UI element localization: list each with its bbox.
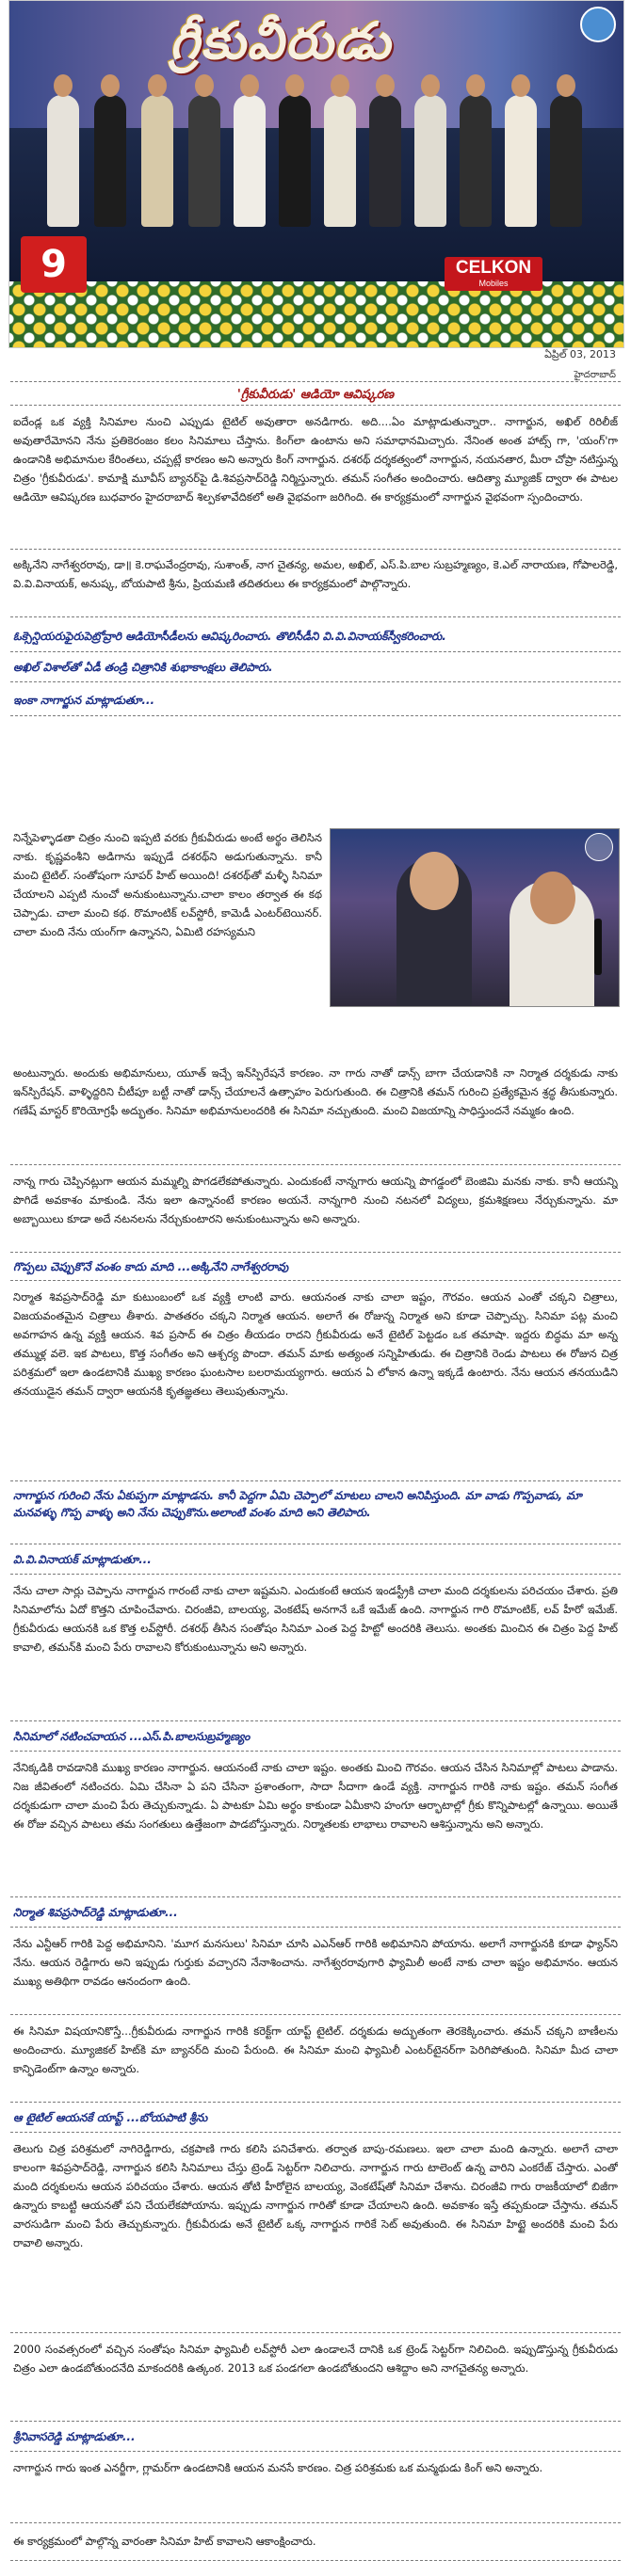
guest-figure	[47, 95, 79, 227]
divider	[10, 1280, 621, 1281]
attendees-paragraph: అక్కినేని నాగేశ్వరరావు, డా॥ కె.రాఘవేంద్రరావు, సుశాంత్, నాగ చైతన్య, అమల, అఖిల్, ఎస్.పి.బాల సుబ్రహ్మణ్యం, కె.ఎల్ నారాయణ, గోపాలరెడ్డి, వి.వి.వినాయక్, అనుష్క, బోయపాటి శ్రీను, ప్రియమణి తదితరులు ఈ కార్యక్రమంలో పాల్గొన్నారు.	[13, 558, 618, 590]
divider	[10, 2451, 621, 2452]
intro-paragraph: ఐదేండ్ల ఒక వ్యక్తి సినిమాల నుంచి ఎప్పుడు టైటిల్ అవుతారా అనడిగారు. అది....ఏం మాట్లాడుతున్నారా.. నాగార్జున, అఖిల్ రిరిలీజ్ అవుతారేమోనని నేను ప్రతికెరంజం కలం సినిమాలు చేస్తాను. కింగ్‌లా ఉంటాను అని సమాధానమిచ్చారు. నేనింత అంత హాట్స్ గా, 'యంగ్'గా ఉండానికి అభిమానుల కేరింతలు, చప్పట్లే కారణం అని అన్నారు కింగ్ నాగార్జున. దశరథ్ దర్శకత్వంలో నాగార్జున, నయనతార, మీరా చోప్రా నటిస్తున్న చిత్రం 'గ్రీకువీరుడు'. కామాక్షి మూవీస్ బ్యానర్‌పై డి.శివప్రసాద్‌రెడ్డి నిర్మిస్తున్నారు. తమన్ సంగీతం అందించారు. ఆదిత్యా మ్యూజిక్ ద్వారా ఈ పాటల ఆడియో ఆవిష్కరణ బుధవారం హైదరాబాద్ శిల్పకళావేదికలో అతి వైభవంగా జరిగింది. ఈ కార్యక్రమంలో నాగార్జున వైభవంగా స్పందించారు.	[13, 415, 618, 504]
anr-speech-1: నిర్మాత శివప్రసాద్‌రెడ్డి మా కుటుంబంలో ఒక వ్యక్తి లాంటి వారు. ఆయనంత నాకు చాలా ఇష్టం, గౌరవం. ఆయన ఎంతో చక్కని చిత్రాలు, విజయవంతమైన చిత్రాలు తీశారు. పాతతరం చక్కని నిర్మాత ఆయన. అలాగే ఈ రోజున్న నిర్మాత అని కూడా చెప్పొచ్చు. సినిమా పట్ల మంచి అవగాహన ఉన్న వ్యక్తి ఆయన. శివ ప్రసాద్ ఈ చిత్రం తీయడం రాదని గ్రీకువీరుడు అనే టైటిల్ పెట్టడం ఒక తమాషా. ఇద్దరు బిద్ధమ మా అన్న తమ్ముళ్ల వలె. ఇక పాటలు, కొత్త సంగీతం అని ఆశ్చర్య పొందా. తమన్ మాకు అత్యంత సన్నిహితుడు. ఈ చిత్రానికి రెండు పాటలు ఈ రోజున చిత్ర పరిశ్రమలో ఇలా ఉండటానికి ముఖ్య కారణం ఘంటసాల బలరామయ్యగారు. ఆయన ఏ లోకాన ఉన్నా ఇక్కడే ఉంటారు. నేను ఆయన తనయుడిని తనయుడైన తమన్ ద్వారా ఆయనకి కృతజ్ఞతలు తెలుపుతున్నాను.	[13, 1290, 618, 1398]
divider	[10, 2132, 621, 2133]
channel-logo: 9	[21, 236, 87, 293]
section-heading-nagarjuna: ఇంకా నాగార్జున మాట్లాడుతూ...	[13, 694, 155, 707]
divider	[10, 1927, 621, 1928]
divider	[10, 2102, 621, 2103]
wishes-line: అఖిల్ విశాల్‌తో ఏడీ తండ్రి చిత్రానికి శుభాకాంక్షలు తెలిపారు.	[13, 661, 273, 674]
divider	[10, 1751, 621, 1752]
sponsor-sub: Mobiles	[478, 279, 509, 288]
divider	[10, 2560, 621, 2561]
guest-figure	[141, 95, 173, 227]
guest-figure	[324, 95, 356, 227]
divider	[10, 681, 621, 682]
sponsor-banner	[445, 257, 542, 291]
divider	[10, 651, 621, 652]
divider	[10, 549, 621, 550]
guest-figure	[414, 95, 446, 227]
guest-figure	[234, 95, 266, 227]
microphone-icon	[594, 919, 602, 975]
nagarjuna-speech-3: నాన్న గారు చెప్పినట్లుగా ఆయన మమ్మల్ని పొగడలేకపోతున్నారు. ఎందుకంటే నాన్నగారు ఆయన్ని పొగడ్డంలో బెంజిమి మనకు నాకు. కానీ ఆయన్ని పొగిడే అవకాశం మాకుండి. నేను ఇలా ఉన్నానంటే కారణం అయనే. నాన్నగారి నుంచి నటనలో విద్యలు, క్రమశిక్షణలు నేర్చుకున్నాను. మా అబ్బాయిలు కూడా అదే నటనలను నేర్చుకుంటారని అనుకుంటున్నాను అని అన్నారు.	[13, 1175, 618, 1225]
divider	[10, 715, 621, 716]
producer-speech-1: నేను ఎన్టీఆర్ గారికి పెద్ద అభిమానిని. 'మూగ మనసులు' సినిమా చూసి ఎఎన్ఆర్ గారికి అభిమానిని పోయాను. అలాగే నాగార్జునకి కూడా ఫ్యాన్‌ని నేను. ఆయన రెడ్డిగారు అని ఇప్పుడు గుర్తుకు వచ్చారని నేనాశించాను. నాగేశ్వరరావుగారి ఫ్యామిలీ అంటే నాకు చాలా ఇష్టం అభిమానం. ఆయన ముఖ్య అతిథిగా రావడం ఆనందంగా ఉంది.	[13, 1937, 618, 1988]
divider	[10, 405, 621, 406]
guest-figure	[369, 95, 401, 227]
divider	[10, 1896, 621, 1897]
flower-decoration	[9, 281, 623, 347]
nagarjuna-figure	[396, 857, 472, 1007]
divider	[10, 1252, 621, 1253]
divider	[10, 381, 621, 382]
chaitanya-speech: 2000 సంవత్సరంలో వచ్చిన సంతోషం సినిమా ఫ్యామిలీ లవ్‌స్టోరీ ఎలా ఉండాలనే దానికి ఒక ట్రెండ్ సెట్టర్‌గా నిలిచింది. ఇప్పుడొస్తున్న గ్రీకువీరుడు చిత్రం ఎలా ఉండబోతుందనేది మాకందరికి ఉత్కంఠ. 2013 ఒక పండగలా ఉండబోతుందని ఆశిద్దాం అని నాగచైతన్య అన్నారు.	[13, 2343, 618, 2375]
article-date: ఏప్రిల్ 03, 2013	[544, 348, 616, 360]
section-heading-spb: సినిమాలో నటించవాయన ...ఎస్.పి.బాలసుబ్రహ్మణ్యం	[13, 1730, 251, 1743]
section-heading-producer: నిర్మాత శివప్రసాద్‌రెడ్డి మాట్లాడుతూ...	[13, 1906, 178, 1919]
event-photo	[8, 0, 624, 348]
producer-speech-2: ఈ సినిమా విషయానికొస్తే...గ్రీకువీరుడు నాగార్జున గారికి కరెక్ట్‌గా యాప్ట్ టైటిల్. దర్శకుడు అద్భుతంగా తెరకెక్కించారు. తమన్ చక్కని బాణీలను అందించారు. మ్యూజికల్ హిట్‌కి మా బ్యానర్‌ది మంచి పేరుంది. ఈ సినిమా మంచి ఫ్యామిలీ ఎంటర్‌టైనర్‌గా పెరిగిపోతుంది. సినిమా మీద చాలా కాన్ఫిడెంట్‌గా ఉన్నాం అన్నారు.	[13, 2024, 618, 2075]
dateline	[428, 348, 616, 382]
divider	[10, 1720, 621, 1721]
nagarjuna-speech-2: అంటున్నారు. అందుకు అభిమానులు, యూత్ ఇచ్చే ఇన్‌స్పిరేషనే కారణం. నా గారు నాతో డాన్స్ బాగా చేయడానికి నా నిర్మాత దర్శకుడు నాకు ఇన్‌స్పిరేషన్. వాళ్ళిద్దరిని చీటీపూ బట్టీ నాతో డాన్స్ చేయాలనే ఉత్సాహం పెరుగుతుంది. ఈ చిత్రానికి తమన్ గురించి ప్రత్యేకమైన శ్రద్ధ తీసుకున్నారు. గణేష్ మాస్టర్ కొరియోగ్రఫీ అద్భుతం. సినిమా అభిమానులందరికి ఈ సినిమా నచ్చుతుంది. మంచి విజయాన్ని సాధిస్తుందనే నమ్మకం ఉంది.	[13, 1066, 618, 1117]
divider	[10, 1480, 621, 1481]
anr-speech-2: నాగార్జున గురించి నేను ఏకుప్పగా మాట్లాడను. కానీ పెద్దగా ఏమి చెప్పాలో మాటలు చాలని అనిపిస్తుంది. మా వాడు గొప్పవాడు, మా మనవళ్ళు గొప్ప వాళ్ళు అని నేను చెప్పుకొను.అలాంటి వంశం మాది అని తెలిపారు.	[13, 1489, 582, 1519]
nagarjuna-speech-1: నిన్నేపెళ్ళాడతా చిత్రం నుంచి ఇప్పటి వరకు గ్రీకువీరుడు అంటే అర్థం తెలిసిన నాకు. కృష్ణవంశీని అడిగాను ఇప్పుడే దశరథ్‌ని అడుగుతున్నాను. కానీ మంచి టైటిల్. సంతోషంగా సూపర్ హిట్ అయింది! దశరథ్‌తో మళ్ళీ సినిమా చేయాలని ఎప్పటి నుంచో అనుకుంటున్నాను.చాలా కాలం తర్వాత ఈ కథ చెప్పాడు. చాలా మంచి కథ. రొమాంటిక్ లవ్‌స్టోరీ, కామెడీ ఎంటర్‌టెయినర్. చాలా మంది నేను యంగ్‌గా ఉన్నానని, ఏమిటి రహస్యమని	[13, 831, 322, 938]
section-heading-boyapati: ఆ టైటిల్ ఆయనకే యాప్ట్ ...బోయపాటి శ్రీను	[13, 2111, 208, 2124]
srinivasareddy-speech: నాగార్జున గారు ఇంత ఎనర్జీగా, గ్లామర్‌గా ఉండటానికి ఆయన మనసే కారణం. చిత్ర పరిశ్రమకు ఒక మన్మథుడు కింగ్ అని అన్నారు.	[13, 2461, 543, 2474]
article-title: 'గ్రీకువీరుడు' ఆడియో ఆవిష్కరణ	[236, 388, 395, 402]
movie-title-art: గ్రీకువీరుడు	[170, 10, 393, 71]
closing-line: ఈ కార్యక్రమంలో పాల్గొన్న వారంతా సినిమా హిట్ కావాలని ఆకాంక్షించారు.	[13, 2535, 316, 2548]
divider	[10, 2522, 621, 2523]
guest-figure	[94, 95, 126, 227]
guest-figure	[510, 881, 594, 1007]
divider	[10, 1164, 621, 1165]
watermark-icon	[585, 833, 613, 861]
divider	[10, 2332, 621, 2333]
spb-speech: నేనిక్కడికి రావడానికి ముఖ్య కారణం నాగార్జున. ఆయనంటే నాకు చాలా ఇష్టం. అంతకు మించి గౌరవం. ఆయన చేసిన సినిమాల్లో పాటలు పాడాను. నిజ జీవితంలో నటించరు. ఏమి చేసినా ఏ పని చేసినా ప్రశాంతంగా, సాదా సీదాగా ఉండే వ్యక్తి. నాగార్జున గారికి నాకు ఇష్టం. తమన్ సంగీత దర్శకుడుగా చాలా మంచి పేరు తెచ్చుకున్నాడు. ఏ పాటకూ ఏమి అర్థం కాకుండా ఏమీకాని హంగూ ఆర్భాటాల్లో గ్రీకు కొన్నిపాటల్లో ఉన్నాయి. అయితే ఈ రోజు వచ్చిన పాటలు తమ సంగతులు ఉత్తేజంగా పాడబోస్తున్నారు. నిర్మాతలకు లాభాలు రావాలని ఆశిస్తున్నాను అని అన్నారు.	[13, 1761, 618, 1831]
divider	[10, 2421, 621, 2422]
section-heading-srinivasareddy: శ్రీనివాసరెడ్డి మాట్లాడుతూ...	[13, 2430, 136, 2443]
guest-figure	[505, 95, 537, 227]
audio-release-line: ఓక్సెన్షియరుఫైరుపెట్రోవ్రారి ఆడియోసీడీలను ఆవిష్కరించారు. తొలిసీడీని వి.వి.వినాయక్‌స్వీకరించారు.	[13, 630, 446, 643]
divider	[10, 1574, 621, 1575]
guest-figure	[460, 95, 492, 227]
guest-figure	[188, 95, 220, 227]
divider	[10, 2014, 621, 2015]
article-place: హైదరాబాద్	[574, 370, 616, 380]
guest-figure	[279, 95, 311, 227]
boyapati-speech: తెలుగు చిత్ర పరిశ్రమలో నాగిరెడ్డిగారు, చక్రపాణి గారు కలిసి పనిచేశారు. తర్వాత బాపు-రమణలు. ఇలా చాలా మంది ఉన్నారు. అలాగే చాలా కాలంగా శివప్రసాద్‌రెడ్డి, నాగార్జున కలిసి సినిమాలు చేస్తు ట్రెండ్ సెట్టర్‌గా నిలిచారు. నాగార్జున గారు టాలెంట్ ఉన్న వారిని ఎంకరేజ్ చేస్తారు. ఎంతో మంది దర్శకులను ఆయన పరిచయం చేశారు. ఆయన తోటి హీరోలైన బాలయ్య, వెంకటేష్‌తో సినిమా చేశాను. చిరంజీవి గారు రాజకీయాలో బిజీగా ఉన్నారు కాబట్టి ఆయనతో పని చేయలేకపోయాను. ఇప్పుడు నాగార్జున గారితో కూడా చేయాలని ఉంది. అవకాశం ఇస్తే తప్పకుండా చేస్తాను. తమన్ వారసుడిగా మంచి పేరు తెచ్చుకున్నారు. గ్రీకువీరుడు అనే టైటిల్ ఒక్క నాగార్జున గారికే సెట్ అవుతుంది. ఈ సినిమా హిట్టై అందరికి మంచి పేరు రావాలి అన్నారు.	[13, 2142, 618, 2249]
guest-figure	[550, 95, 582, 227]
sponsor-brand: CELKON	[455, 258, 532, 278]
divider	[10, 616, 621, 617]
site-logo-icon	[580, 7, 616, 42]
section-heading-anr: గొప్పలు చెప్పుకొనే వంశం కాదు మాది ...అక్కినేని నాగేశ్వరరావు	[13, 1260, 289, 1273]
stage-inset-photo	[330, 828, 620, 1007]
section-heading-vinayak: వి.వి.వినాయక్ మాట్లాడుతూ...	[13, 1553, 152, 1566]
vinayak-speech: నేను చాలా సార్లు చెప్పాను నాగార్జున గారంటే నాకు చాలా ఇష్టమని. ఎందుకంటే ఆయన ఇండస్ట్రీకి చాలా మంది దర్శకులను పరిచయం చేశారు. ప్రతి సినిమాలోను ఏదో కొత్తని చూపించేవారు. చిరంజీవి, బాలయ్య, వెంకటేష్ అనగానే ఒకే ఇమేజ్ ఉంది. నాగార్జున గారి రొమాంటిక్, లవ్ హీరో ఇమేజ్. గ్రీకువీరుడు ఆయనకి ఒక కొత్త లవ్‌స్టోరీ. దశరథ్ తీసిన సంతోషం సినిమా ఎంత పెద్ద హిట్టో అందరికి తెలుసు. అంతకు మించిన ఈ చిత్రం పెద్ద హిట్ కావాలి, తమన్‌కి మంచి పేరు రావాలని కోరుకుంటున్నాను అని అన్నారు.	[13, 1584, 618, 1654]
